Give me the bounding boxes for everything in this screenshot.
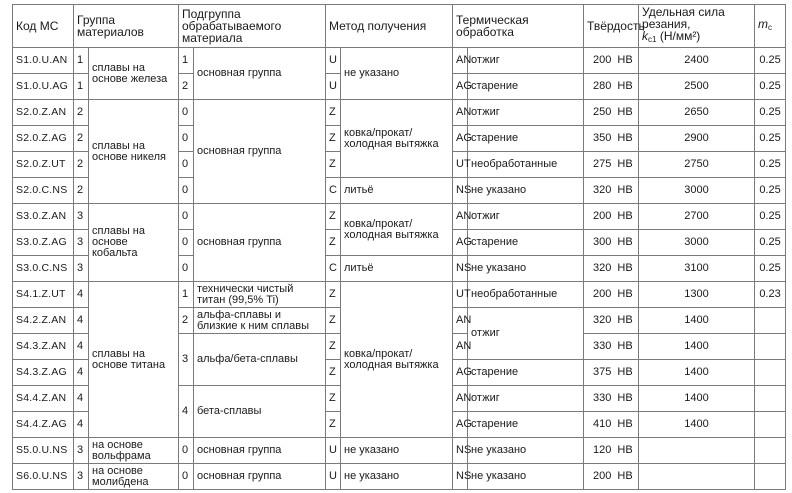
group-number: 4 xyxy=(74,412,89,438)
kc1-cell: 2400 xyxy=(639,48,755,74)
heat-name: отжиг xyxy=(468,386,584,412)
code-cell: S4.4.Z.AN xyxy=(13,386,74,412)
subgroup-number: 1 xyxy=(179,48,194,74)
group-name: сплавы на основе титана xyxy=(89,282,179,438)
header-kc1: Удельная сила резания, $k_{c1}$ (Н/мм²) xyxy=(639,5,755,48)
subgroup-name: технически чистый титан (99,5% Ti) xyxy=(194,282,326,308)
code-cell: S4.3.Z.AN xyxy=(13,334,74,360)
kc1-cell: 3000 xyxy=(639,178,755,204)
subgroup-number: 2 xyxy=(179,308,194,334)
subgroup-number: 0 xyxy=(179,152,194,178)
method-code: Z xyxy=(326,308,341,334)
heat-code: UT xyxy=(453,282,468,308)
subgroup-number: 2 xyxy=(179,74,194,100)
table-row xyxy=(13,464,786,490)
method-code: Z xyxy=(326,204,341,230)
heat-code: NS xyxy=(453,256,468,282)
group-number: 1 xyxy=(74,48,89,74)
mc-cell: 0.25 xyxy=(755,126,786,152)
hardness-cell: 375 HB xyxy=(584,360,639,386)
heat-code: AG xyxy=(453,74,468,100)
code-cell: S2.0.Z.AG xyxy=(13,126,74,152)
subgroup-name: основная группа xyxy=(194,204,326,282)
table-row xyxy=(13,48,786,74)
table-header xyxy=(13,5,786,48)
heat-name: отжиг xyxy=(468,308,584,360)
kc1-cell: 2700 xyxy=(639,204,755,230)
mc-cell xyxy=(755,334,786,360)
table-row xyxy=(13,204,786,230)
group-number: 2 xyxy=(74,178,89,204)
subgroup-name: основная группа xyxy=(194,48,326,100)
method-code: Z xyxy=(326,282,341,308)
subgroup-number: 0 xyxy=(179,438,194,464)
code-cell: S4.2.Z.AN xyxy=(13,308,74,334)
kc1-cell: 1400 xyxy=(639,334,755,360)
group-name: на основе вольфрама xyxy=(89,438,179,464)
heat-code: AN xyxy=(453,48,468,74)
mc-cell: 0.25 xyxy=(755,152,786,178)
mc-cell: 0.25 xyxy=(755,100,786,126)
mc-cell: 0.25 xyxy=(755,256,786,282)
code-cell: S3.0.Z.AN xyxy=(13,204,74,230)
heat-code: NS xyxy=(453,464,468,490)
hardness-cell: 350 HB xyxy=(584,126,639,152)
subgroup-number: 1 xyxy=(179,282,194,308)
heat-name: старение xyxy=(468,230,584,256)
kc1-cell: 1400 xyxy=(639,412,755,438)
hardness-cell: 320 HB xyxy=(584,256,639,282)
code-cell: S4.1.Z.UT xyxy=(13,282,74,308)
heat-code: AN xyxy=(453,334,468,360)
subgroup-number: 0 xyxy=(179,100,194,126)
method-code: U xyxy=(326,464,341,490)
heat-name: отжиг xyxy=(468,48,584,74)
heat-code: AG xyxy=(453,230,468,256)
code-cell: S2.0.Z.AN xyxy=(13,100,74,126)
kc1-cell: 2900 xyxy=(639,126,755,152)
kc1-cell: 1400 xyxy=(639,360,755,386)
group-number: 4 xyxy=(74,334,89,360)
heat-code: AN xyxy=(453,308,468,334)
hardness-cell: 200 HB xyxy=(584,204,639,230)
group-number: 3 xyxy=(74,204,89,230)
group-number: 3 xyxy=(74,438,89,464)
hardness-cell: 330 HB xyxy=(584,334,639,360)
subgroup-name: основная группа xyxy=(194,100,326,204)
method-code: C xyxy=(326,256,341,282)
heat-name: не указано xyxy=(468,178,584,204)
heat-name: старение xyxy=(468,360,584,386)
group-number: 2 xyxy=(74,100,89,126)
method-name: не указано xyxy=(341,48,453,100)
heat-name: не указано xyxy=(468,256,584,282)
kc1-cell: 3000 xyxy=(639,230,755,256)
heat-name: старение xyxy=(468,74,584,100)
hardness-cell: 280 HB xyxy=(584,74,639,100)
heat-name: необработанные xyxy=(468,282,584,308)
header-subgroup: Подгруппа обрабатываемого материала xyxy=(179,5,326,48)
hardness-cell: 320 HB xyxy=(584,178,639,204)
hardness-cell: 250 HB xyxy=(584,100,639,126)
hardness-cell: 120 HB xyxy=(584,438,639,464)
subgroup-number: 0 xyxy=(179,178,194,204)
mc-cell xyxy=(755,438,786,464)
kc1-cell: 2650 xyxy=(639,100,755,126)
heat-name: отжиг xyxy=(468,100,584,126)
kc1-cell: 2500 xyxy=(639,74,755,100)
kc1-cell xyxy=(639,464,755,490)
subgroup-name: основная группа xyxy=(194,438,326,464)
group-name: на основе молибдена xyxy=(89,464,179,490)
group-name: сплавы на основе никеля xyxy=(89,100,179,204)
group-number: 1 xyxy=(74,74,89,100)
method-code: Z xyxy=(326,152,341,178)
subgroup-number: 0 xyxy=(179,256,194,282)
kc1-cell: 3100 xyxy=(639,256,755,282)
hardness-cell: 330 HB xyxy=(584,386,639,412)
code-cell: S2.0.Z.UT xyxy=(13,152,74,178)
method-code: Z xyxy=(326,412,341,438)
group-number: 4 xyxy=(74,386,89,412)
heat-code: AN xyxy=(453,204,468,230)
code-cell: S1.0.U.AN xyxy=(13,48,74,74)
heat-code: UT xyxy=(453,152,468,178)
method-code: Z xyxy=(326,386,341,412)
hardness-cell: 300 HB xyxy=(584,230,639,256)
hardness-cell: 200 HB xyxy=(584,282,639,308)
heat-name: старение xyxy=(468,412,584,438)
group-number: 3 xyxy=(74,464,89,490)
header-hardness: Твёрдость xyxy=(584,5,639,48)
hardness-cell: 410 HB xyxy=(584,412,639,438)
group-number: 4 xyxy=(74,360,89,386)
hardness-cell: 275 HB xyxy=(584,152,639,178)
subgroup-name: альфа/бета-сплавы xyxy=(194,334,326,386)
mc-cell: 0.25 xyxy=(755,204,786,230)
heat-code: NS xyxy=(453,178,468,204)
heat-code: AN xyxy=(453,386,468,412)
method-code: Z xyxy=(326,126,341,152)
mc-cell: 0.23 xyxy=(755,282,786,308)
material-spec-table xyxy=(12,4,786,490)
heat-code: NS xyxy=(453,438,468,464)
method-code: Z xyxy=(326,100,341,126)
heat-name: не указано xyxy=(468,438,584,464)
header-mc: $m_c$ xyxy=(755,5,786,48)
subgroup-number: 0 xyxy=(179,464,194,490)
header-method: Метод получения xyxy=(326,5,453,48)
heat-name: необработанные xyxy=(468,152,584,178)
subgroup-number: 0 xyxy=(179,204,194,230)
kc1-cell: 1300 xyxy=(639,282,755,308)
group-name: сплавы на основе железа xyxy=(89,48,179,100)
method-code: Z xyxy=(326,360,341,386)
group-name: сплавы на основе кобальта xyxy=(89,204,179,282)
method-name: литьё xyxy=(341,178,453,204)
method-name: не указано xyxy=(341,464,453,490)
method-name: ковка/прокат/ холодная вытяжка xyxy=(341,100,453,178)
kc1-cell: 2750 xyxy=(639,152,755,178)
code-cell: S2.0.C.NS xyxy=(13,178,74,204)
group-number: 4 xyxy=(74,282,89,308)
heat-code: AG xyxy=(453,412,468,438)
subgroup-number: 3 xyxy=(179,334,194,386)
method-name: литьё xyxy=(341,256,453,282)
group-number: 2 xyxy=(74,126,89,152)
heat-code: AN xyxy=(453,100,468,126)
group-number: 2 xyxy=(74,152,89,178)
mc-cell xyxy=(755,412,786,438)
method-name: ковка/прокат/ холодная вытяжка xyxy=(341,282,453,438)
subgroup-number: 0 xyxy=(179,230,194,256)
method-name: ковка/прокат/ холодная вытяжка xyxy=(341,204,453,256)
kc1-cell: 1400 xyxy=(639,308,755,334)
method-code: U xyxy=(326,74,341,100)
hardness-cell: 200 HB xyxy=(584,464,639,490)
group-number: 3 xyxy=(74,256,89,282)
heat-name: отжиг xyxy=(468,204,584,230)
subgroup-name: альфа-сплавы и близкие к ним сплавы xyxy=(194,308,326,334)
mc-cell: 0.25 xyxy=(755,230,786,256)
mc-cell xyxy=(755,360,786,386)
mc-cell: 0.25 xyxy=(755,74,786,100)
code-cell: S6.0.U.NS xyxy=(13,464,74,490)
code-cell: S5.0.U.NS xyxy=(13,438,74,464)
header-heat-treatment: Термическая обработка xyxy=(453,5,584,48)
method-code: Z xyxy=(326,230,341,256)
heat-name: не указано xyxy=(468,464,584,490)
method-code: C xyxy=(326,178,341,204)
method-code: U xyxy=(326,438,341,464)
heat-code: AG xyxy=(453,126,468,152)
mc-cell xyxy=(755,464,786,490)
code-cell: S4.4.Z.AG xyxy=(13,412,74,438)
table-row xyxy=(13,282,786,308)
group-number: 4 xyxy=(74,308,89,334)
code-cell: S3.0.Z.AG xyxy=(13,230,74,256)
code-cell: S1.0.U.AG xyxy=(13,74,74,100)
subgroup-name: основная группа xyxy=(194,464,326,490)
mc-cell: 0.25 xyxy=(755,48,786,74)
subgroup-name: бета-сплавы xyxy=(194,386,326,438)
method-code: Z xyxy=(326,334,341,360)
hardness-cell: 320 HB xyxy=(584,308,639,334)
subgroup-number: 4 xyxy=(179,386,194,438)
kc1-cell xyxy=(639,438,755,464)
group-number: 3 xyxy=(74,230,89,256)
table-row xyxy=(13,438,786,464)
mc-cell xyxy=(755,308,786,334)
code-cell: S3.0.C.NS xyxy=(13,256,74,282)
mc-cell: 0.25 xyxy=(755,178,786,204)
mc-cell xyxy=(755,386,786,412)
subgroup-number: 0 xyxy=(179,126,194,152)
method-name: не указано xyxy=(341,438,453,464)
heat-name: старение xyxy=(468,126,584,152)
kc1-cell: 1400 xyxy=(639,386,755,412)
table-row xyxy=(13,100,786,126)
header-code: Код МС xyxy=(13,5,74,48)
code-cell: S4.3.Z.AG xyxy=(13,360,74,386)
header-group: Группа материалов xyxy=(74,5,179,48)
heat-code: AG xyxy=(453,360,468,386)
method-code: U xyxy=(326,48,341,74)
hardness-cell: 200 HB xyxy=(584,48,639,74)
